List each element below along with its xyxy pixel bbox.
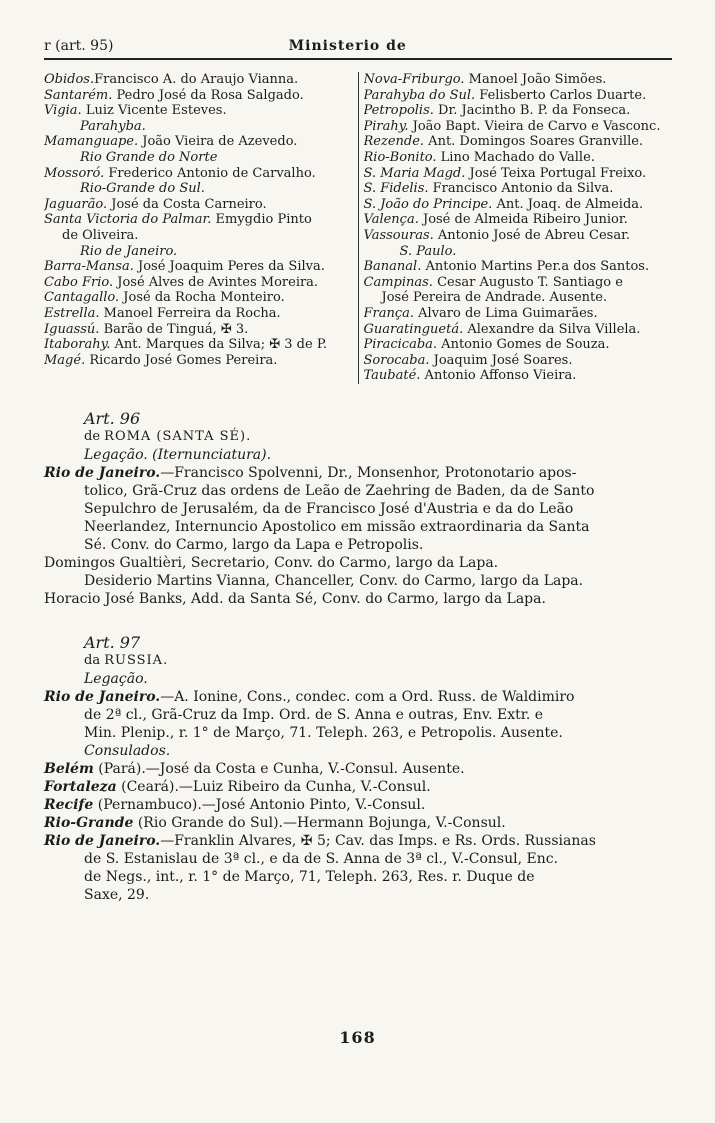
section-heading: Consulados.	[84, 742, 171, 759]
person-name: Felisberto Carlos Duarte.	[475, 87, 647, 103]
entry-line: Domingos Gualtièri, Secretario, Conv. do Carmo, largo da Lapa.	[44, 554, 499, 571]
person-name: Frederico Antonio de Carvalho.	[104, 165, 316, 181]
person-name: José Alves de Avintes Moreira.	[113, 274, 319, 290]
person-name: Francisco Antonio da Silva.	[428, 181, 614, 197]
person-name: Antonio José de Abreu Cesar.	[433, 227, 630, 243]
section-heading: Legação. (Iternunciatura).	[84, 446, 272, 463]
list-item	[44, 166, 353, 182]
header-left: r (art. 95)	[44, 38, 114, 54]
entry-line: Horacio José Banks, Add. da Santa Sé, Conv. do Carmo, largo da Lapa.	[44, 590, 546, 607]
list-item-continuation: de Oliveira.	[62, 227, 139, 243]
list-item	[44, 197, 353, 213]
consul-entry: Recife (Pernambuco).—José Antonio Pinto, V.-Consul.	[44, 796, 426, 813]
person-name: Ant. Marques da Silva; ✠ 3 de P.	[110, 337, 328, 353]
left-column	[44, 72, 359, 384]
list-item	[364, 181, 673, 197]
person-name: Barão de Tinguá, ✠ 3.	[99, 321, 249, 337]
list-item	[364, 368, 673, 384]
person-name: Ricardo José Gomes Pereira.	[85, 352, 278, 368]
article-heading: Art. 97	[84, 632, 141, 652]
place-name: S. Fidelis.	[363, 181, 429, 197]
person-name: Pedro José da Rosa Salgado.	[112, 87, 304, 103]
place-name: Cabo Frio.	[44, 274, 114, 290]
consul-entry: Rio de Janeiro.—Franklin Alvares, ✠ 5; Cav. das Imps. e Rs. Ords. Russianas de S. Estanislau de 3ª cl., e da de S. Anna de 3ª cl., V.-Consul, Enc. de Negs., int., r. 1° de Março, 71, Teleph. 263, Res. r. Duque de Saxe, 29.	[44, 832, 596, 903]
place-name: Santa Victoria do Palmar.	[44, 212, 212, 228]
list-item	[364, 337, 673, 353]
right-column	[359, 72, 673, 384]
section-heading: Legação.	[84, 670, 148, 687]
person-name: Ant. Domingos Soares Granville.	[424, 134, 644, 150]
list-item	[364, 228, 673, 244]
region-heading: Rio Grande do Norte	[80, 149, 218, 165]
list-item	[364, 150, 673, 166]
region-heading: Parahyba.	[80, 118, 146, 134]
legation-entry: Rio de Janeiro.—A. Ionine, Cons., condec. com a Ord. Russ. de Waldimiro de 2ª cl., Grã-Cruz da Imp. Ord. de S. Anna e outras, Env. Extr. e Min. Plenip., r. 1° de Março, 71. Teleph. 263, e Petropolis. Ausente.	[44, 688, 575, 741]
place-name: Parahyba do Sul.	[363, 87, 476, 103]
place-name: Guaratinguetá.	[363, 321, 464, 337]
list-item	[364, 353, 673, 369]
place-name: França.	[363, 305, 415, 321]
list-item	[44, 337, 353, 353]
person-name: Francisco A. do Araujo Vianna.	[94, 72, 299, 87]
consul-entry: Rio-Grande (Rio Grande do Sul).—Hermann Bojunga, V.-Consul.	[44, 814, 506, 831]
person-name: Antonio Martins Per.a dos Santos.	[421, 259, 650, 275]
list-item	[364, 72, 673, 88]
place-name: Sorocaba.	[363, 352, 430, 368]
country-name: RUSSIA.	[104, 652, 169, 668]
person-name: João Vieira de Azevedo.	[138, 134, 298, 150]
place-name: Santarém.	[44, 87, 113, 103]
place-name: Itaborahy.	[44, 337, 111, 353]
person-name: Manoel Ferreira da Rocha.	[99, 305, 281, 321]
place-name: Obidos.	[44, 72, 95, 87]
place-name: Piracicaba.	[363, 337, 438, 353]
running-header	[44, 38, 672, 60]
place-name: S. João do Principe.	[363, 196, 493, 212]
person-name: Ant. Joaq. de Almeida.	[492, 196, 644, 212]
list-item	[44, 259, 353, 275]
place-name: Magé.	[44, 352, 86, 368]
place-name: Estrella.	[44, 305, 100, 321]
person-name: Emygdio Pinto	[211, 212, 312, 228]
person-name: Alexandre da Silva Villela.	[463, 321, 641, 337]
region-heading: S. Paulo.	[399, 243, 457, 259]
place-name: Cantagallo.	[44, 290, 120, 306]
place-name: Rezende.	[363, 134, 425, 150]
place-name: Iguassú.	[44, 321, 100, 337]
place-name: Vigia.	[44, 103, 82, 119]
list-item	[364, 306, 673, 322]
entry-line: Desiderio Martins Vianna, Chanceller, Conv. do Carmo, largo da Lapa.	[84, 572, 584, 589]
person-name: José Teixa Portugal Freixo.	[465, 165, 647, 181]
person-name: João Bapt. Vieira de Carvo e Vasconc.	[408, 118, 661, 134]
place-name: Rio-Bonito.	[363, 149, 437, 165]
person-name: Manoel João Simões.	[464, 72, 607, 87]
list-item-continuation: José Pereira de Andrade. Ausente.	[381, 290, 608, 306]
person-name: Alvaro de Lima Guimarães.	[414, 305, 598, 321]
place-name: Nova-Friburgo.	[363, 72, 465, 87]
place-name: Mossoró.	[44, 165, 105, 181]
list-item	[364, 275, 673, 291]
list-item	[364, 134, 673, 150]
region-heading: Rio de Janeiro.	[80, 243, 178, 259]
person-name: José da Costa Carneiro.	[107, 196, 267, 212]
list-item	[44, 88, 353, 104]
place-name: Petropolis.	[363, 103, 434, 119]
person-name: José da Rocha Monteiro.	[119, 290, 285, 306]
place-name: Mamanguape.	[44, 134, 139, 150]
legation-entry: Rio de Janeiro.—Francisco Spolvenni, Dr., Monsenhor, Protonotario apos- tolico, Grã-Cruz das ordens de Leão de Zaehring de Baden, da de Santo Sepulchro de Jerusalém, da de Francisco José d'Austria e da do Leão Neerlandez, Internuncio Apostolico em missão extraordinaria da Santa Sé. Conv. do Carmo, largo da Lapa e Petropolis.	[44, 464, 595, 553]
list-item	[364, 88, 673, 104]
list-item	[44, 306, 353, 322]
list-item	[364, 322, 673, 338]
place-name: Bananal.	[363, 259, 422, 275]
list-item	[364, 212, 673, 228]
list-item	[364, 166, 673, 182]
place-name: S. Maria Magd.	[363, 165, 466, 181]
entry-place: Rio de Janeiro.	[44, 464, 161, 481]
person-name: Joaquim José Soares.	[429, 352, 573, 368]
list-item	[44, 212, 353, 228]
list-item	[44, 72, 353, 88]
consul-list	[44, 760, 672, 832]
place-name: Campinas.	[363, 274, 433, 290]
consul-entry: Fortaleza (Ceará).—Luiz Ribeiro da Cunha, V.-Consul.	[44, 778, 431, 795]
page-number: 168	[339, 1028, 376, 1047]
consul-entry: Belém (Pará).—José da Costa e Cunha, V.-Consul. Ausente.	[44, 760, 465, 777]
person-name: Lino Machado do Valle.	[436, 149, 595, 165]
list-item	[44, 353, 353, 369]
entry-place: Rio de Janeiro.	[44, 688, 161, 705]
article-heading: Art. 96	[84, 408, 141, 428]
country-line: de ROMA (SANTA SÉ).	[84, 428, 252, 444]
person-name: José de Almeida Ribeiro Junior.	[418, 212, 628, 228]
place-name: Taubaté.	[363, 368, 421, 384]
person-name: Cesar Augusto T. Santiago e	[432, 274, 623, 290]
page	[44, 38, 672, 904]
article-97	[44, 634, 672, 904]
list-item	[44, 103, 353, 119]
place-name: Barra-Mansa.	[44, 259, 134, 275]
list-item	[364, 119, 673, 135]
place-name: Vassouras.	[363, 227, 434, 243]
list-item	[364, 197, 673, 213]
country-name: ROMA (SANTA SÉ).	[104, 428, 252, 444]
person-name: Dr. Jacintho B. P. da Fonseca.	[433, 103, 631, 119]
place-name: Jaguarão.	[44, 196, 108, 212]
article-96	[44, 410, 672, 608]
list-item	[364, 259, 673, 275]
list-item	[44, 275, 353, 291]
list-item	[44, 290, 353, 306]
two-column-list	[44, 72, 672, 384]
person-name: Antonio Affonso Vieira.	[420, 368, 577, 384]
list-item	[364, 103, 673, 119]
list-item	[44, 134, 353, 150]
country-line: da RUSSIA.	[84, 652, 169, 668]
place-name: Valença.	[363, 212, 419, 228]
person-name: Luiz Vicente Esteves.	[81, 103, 227, 119]
list-item	[44, 322, 353, 338]
person-name: Antonio Gomes de Souza.	[437, 337, 610, 353]
place-name: Pirahy.	[363, 118, 409, 134]
header-title: Ministerio de	[288, 38, 407, 54]
person-name: José Joaquim Peres da Silva.	[133, 259, 325, 275]
region-heading: Rio-Grande do Sul.	[80, 181, 205, 197]
